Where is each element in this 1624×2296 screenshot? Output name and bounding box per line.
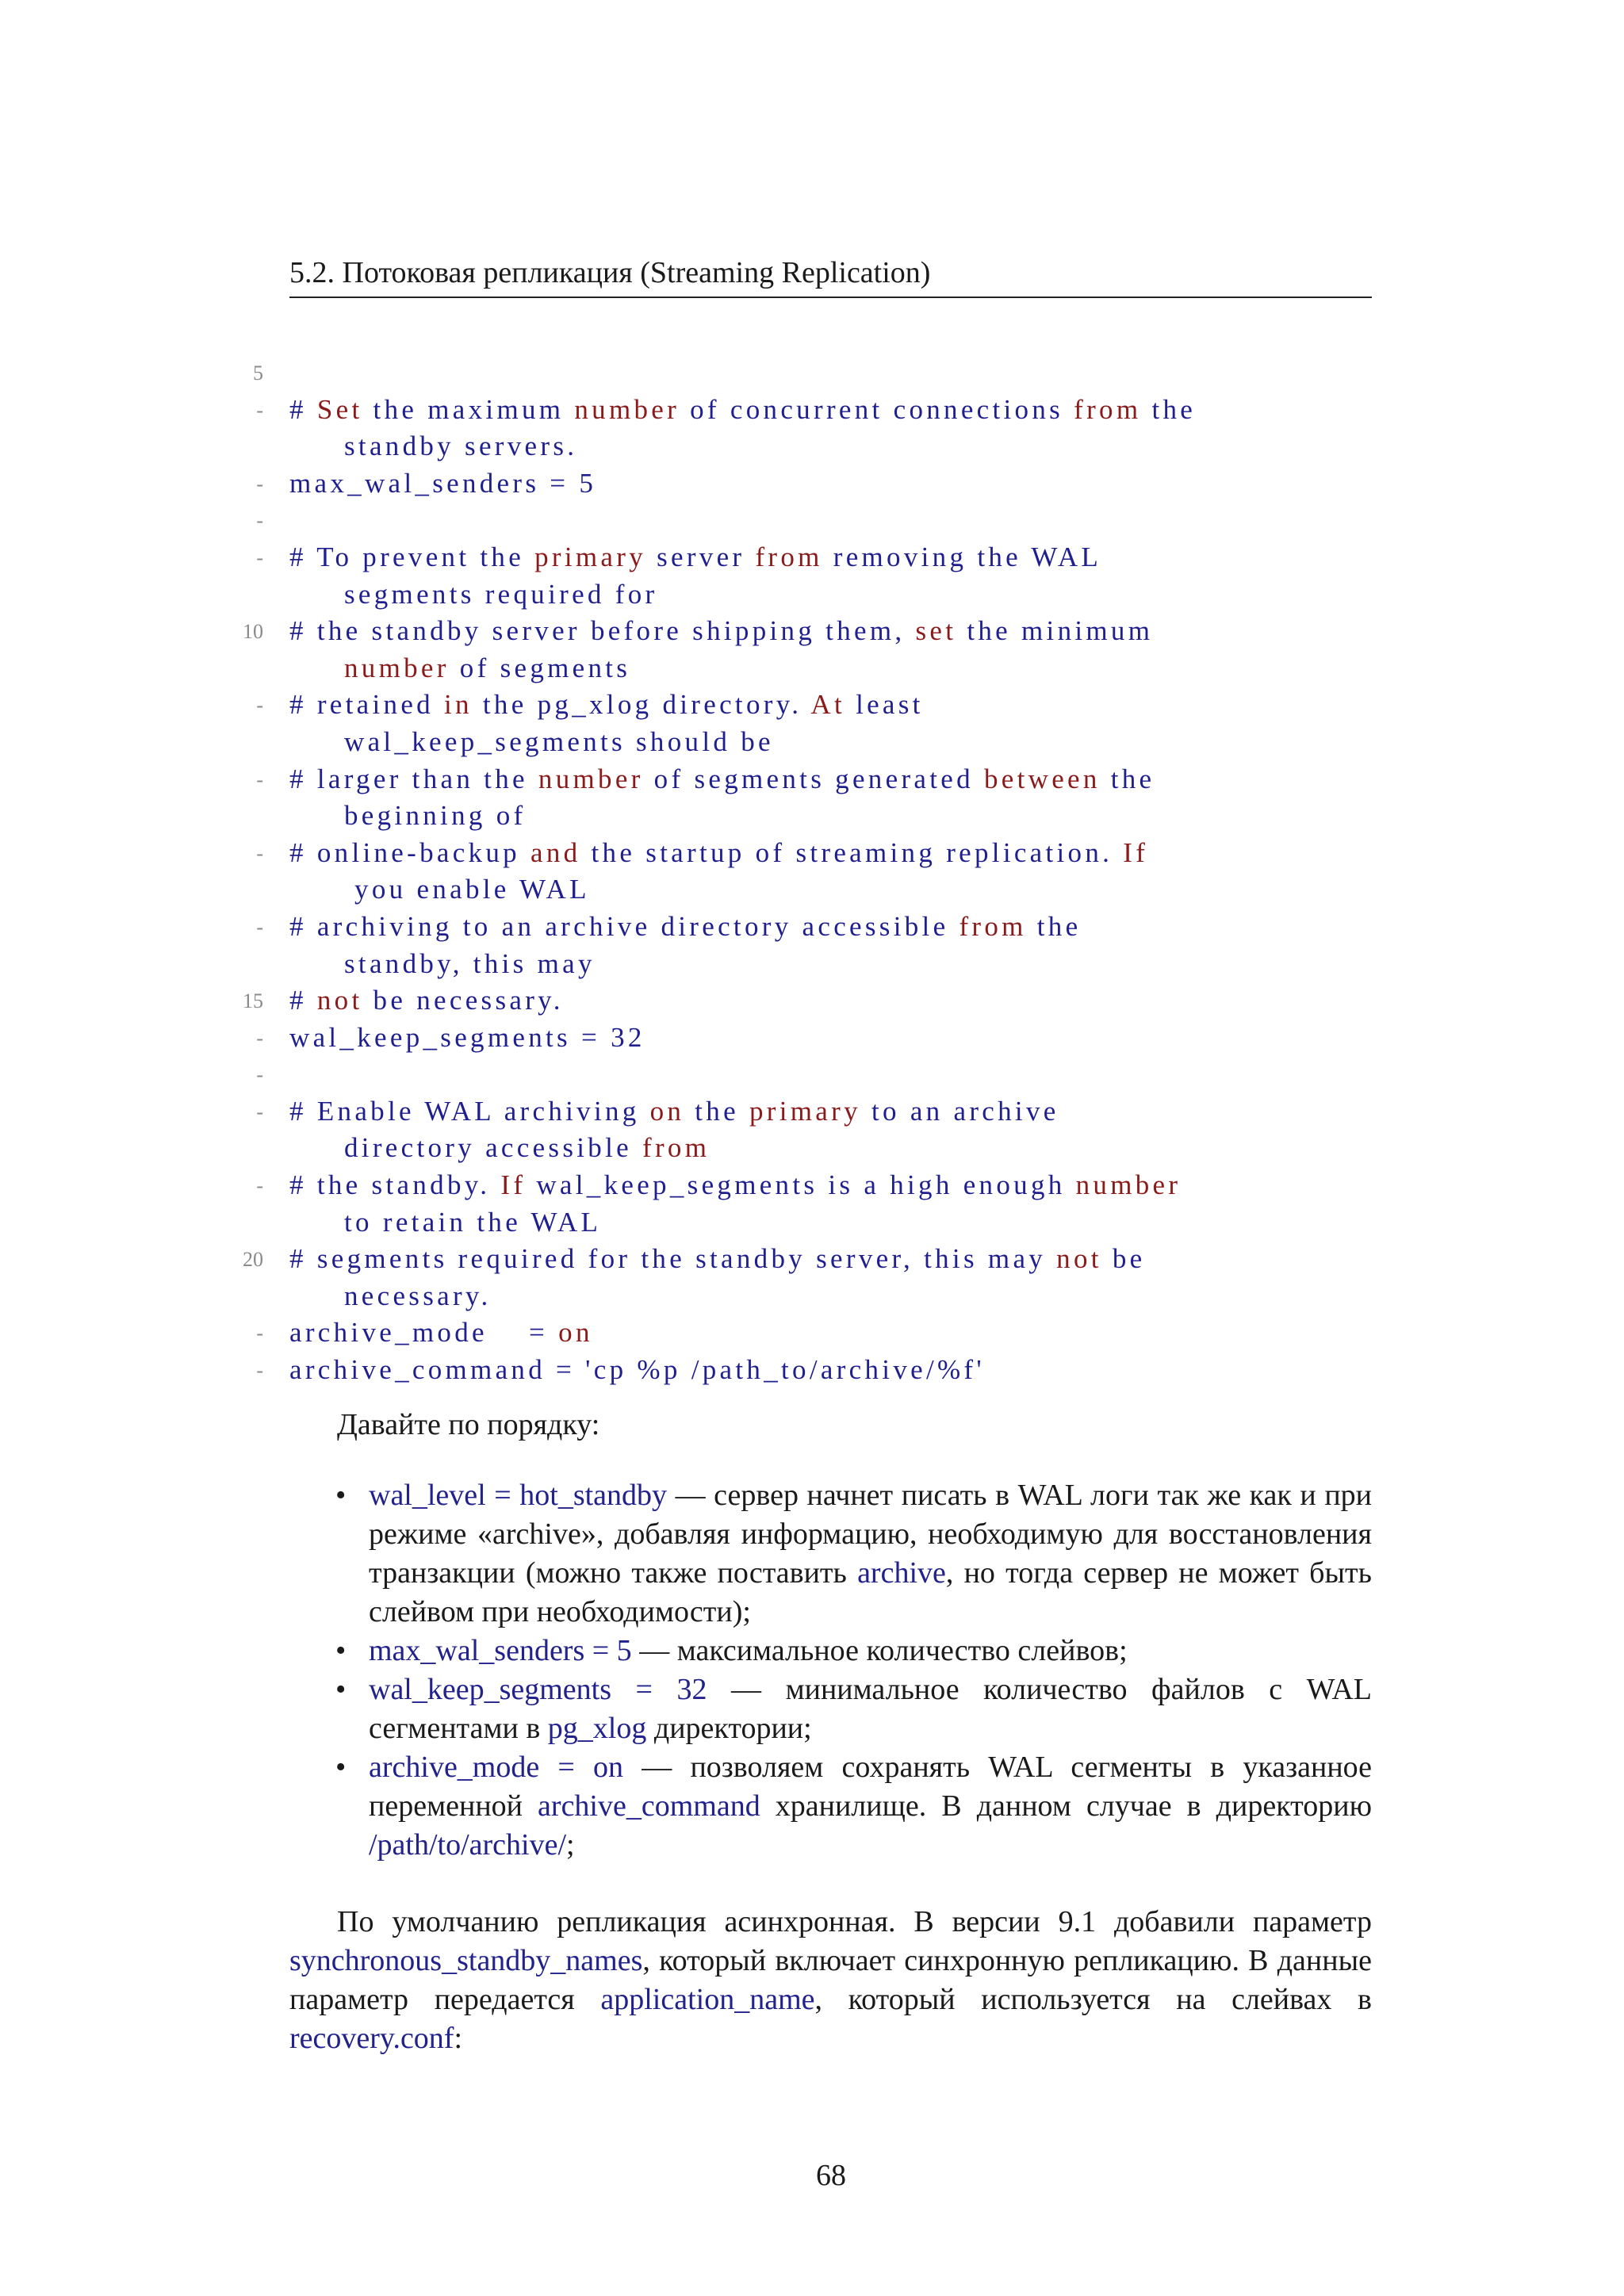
bullet-icon: • [335, 1479, 347, 1512]
line-number: - [256, 398, 263, 422]
code-text [289, 541, 1101, 573]
code-text [344, 948, 596, 980]
text-run: — максимальное количество слейвов; [631, 1634, 1128, 1667]
code-keyword: from [959, 910, 1037, 942]
code-token: # [289, 985, 317, 1016]
line-number: 15 [243, 989, 263, 1013]
line-number: 5 [253, 362, 263, 385]
code-keyword: If [500, 1169, 537, 1201]
code-line [0, 614, 1624, 651]
bullet-icon: • [335, 1751, 347, 1784]
code-token: segments required for [344, 578, 658, 610]
code-token: removing the WAL [833, 541, 1102, 572]
code-line [0, 1131, 1624, 1168]
inline-code: archive [857, 1556, 946, 1590]
code-keyword: number [538, 763, 654, 794]
text-run: : [454, 2022, 463, 2055]
inline-code: pg_xlog [547, 1712, 647, 1745]
code-token: the [695, 1095, 749, 1127]
code-token: be [1112, 1243, 1146, 1275]
running-title: 5.2. Потоковая репликация (Streaming Replication) [289, 256, 931, 289]
code-text [289, 1354, 985, 1386]
code-line [0, 909, 1624, 947]
line-number: 20 [243, 1248, 263, 1272]
text-run: — минимальное количество файлов с WAL сегментами в [369, 1673, 1372, 1745]
list-item [289, 1632, 1372, 1670]
code-token: # retained [289, 689, 445, 721]
bullet-icon: • [335, 1634, 347, 1667]
code-keyword: on [558, 1317, 593, 1349]
code-token: to retain the WAL [344, 1206, 602, 1238]
text-run: По умолчанию репликация асинхронная. В версии 9.1 добавили параметр [337, 1905, 1372, 1938]
code-token: # the standby server before shipping them, [289, 615, 916, 647]
body-paragraph [289, 1903, 1372, 2058]
line-number: - [256, 1100, 263, 1123]
inline-code: wal_level = hot_standby [369, 1479, 668, 1512]
inline-code: wal_keep_segments = 32 [369, 1673, 707, 1706]
code-keyword: number [344, 652, 460, 683]
code-token: # online-backup [289, 836, 531, 868]
code-line [0, 1279, 1624, 1316]
code-token: # segments required for the standby server, this may [289, 1243, 1057, 1275]
list-item [289, 1670, 1372, 1748]
code-keyword: from [642, 1132, 710, 1164]
code-line [0, 392, 1624, 430]
code-keyword: from [1074, 393, 1152, 425]
line-number: - [256, 472, 263, 496]
code-token: you enable WAL [344, 874, 590, 905]
code-text [289, 1096, 1059, 1127]
line-number: - [256, 694, 263, 718]
code-keyword: If [1123, 836, 1149, 868]
code-text [344, 652, 630, 684]
code-token: beginning of [344, 800, 527, 832]
code-line [0, 798, 1624, 836]
inline-code: archive_command [538, 1789, 760, 1823]
code-token: least [856, 689, 924, 721]
line-number: - [256, 841, 263, 865]
code-line [0, 947, 1624, 984]
code-line [0, 1315, 1624, 1353]
settings-list [289, 1476, 1372, 1865]
code-text [289, 615, 1153, 647]
code-token: standby servers. [344, 430, 578, 462]
code-keyword: Set [316, 393, 373, 425]
text-run: — позволяем сохранять WAL сегменты в указанное переменной [369, 1751, 1372, 1823]
text-run: — сервер начнет писать в WAL логи так же как и при режиме «archive», добавляя информацию, необходимую для восстановления транзакции (можно также поставить [369, 1479, 1372, 1590]
line-number: - [256, 767, 263, 791]
code-text [289, 1169, 1181, 1201]
code-text [289, 1022, 645, 1054]
code-token: # larger than the [289, 763, 538, 794]
code-token: be necessary. [373, 985, 564, 1016]
line-number: - [256, 509, 263, 533]
code-text [344, 1207, 601, 1238]
code-keyword: At [810, 689, 856, 721]
code-token: of concurrent connections [690, 393, 1074, 425]
code-token: archive_mode = [289, 1317, 559, 1349]
text-run: директории; [646, 1712, 812, 1745]
code-token: directory accessible [344, 1132, 642, 1164]
code-text [344, 800, 527, 832]
code-line [0, 1168, 1624, 1205]
code-line [0, 762, 1624, 799]
code-token: wal_keep_segments is a high enough [536, 1169, 1076, 1201]
code-text [289, 837, 1148, 869]
code-keyword: in [444, 689, 483, 721]
code-text [344, 1280, 492, 1312]
page-number: 68 [816, 2159, 846, 2192]
code-token: # Enable WAL archiving [289, 1095, 650, 1127]
code-keyword: set [915, 615, 967, 647]
code-text [289, 1243, 1145, 1275]
code-token: wal_keep_segments = 32 [289, 1021, 645, 1053]
list-item [289, 1476, 1372, 1632]
line-number: 10 [243, 620, 263, 644]
code-line [0, 1094, 1624, 1131]
code-line [0, 1242, 1624, 1279]
text-run: , который используется на слейвах в [814, 1983, 1372, 2016]
code-text [289, 689, 924, 721]
code-token: the maximum [373, 393, 575, 425]
code-token: # the standby. [289, 1169, 501, 1201]
code-line [0, 1020, 1624, 1058]
inline-code: /path/to/archive/ [369, 1828, 567, 1862]
code-token: server [657, 541, 756, 572]
code-line [0, 651, 1624, 688]
code-token: the [1151, 393, 1197, 425]
code-line [0, 577, 1624, 614]
code-line [0, 466, 1624, 503]
code-line [0, 687, 1624, 725]
code-text [344, 726, 774, 758]
code-text [289, 985, 564, 1016]
code-text [344, 430, 577, 462]
code-token: wal_keep_segments should be [344, 725, 774, 757]
code-line [0, 836, 1624, 873]
inline-code: synchronous_standby_names [289, 1944, 643, 1977]
list-item [289, 1748, 1372, 1865]
code-line [0, 725, 1624, 762]
line-number: - [256, 1359, 263, 1383]
code-token: the startup of streaming replication. [591, 836, 1124, 868]
code-token: # archiving to an archive directory accessible [289, 910, 959, 942]
code-text [289, 394, 1196, 426]
code-line [0, 872, 1624, 909]
text-run: ; [566, 1828, 575, 1862]
code-line [0, 355, 1624, 392]
code-token: the [1036, 910, 1082, 942]
code-token: standby, this may [344, 947, 596, 979]
line-number: - [256, 1063, 263, 1087]
line-number: - [256, 1174, 263, 1198]
code-keyword: primary [534, 541, 657, 572]
line-number: - [256, 1026, 263, 1050]
code-keyword: not [1056, 1243, 1113, 1275]
code-text [289, 1317, 593, 1349]
code-keyword: and [530, 836, 592, 868]
inline-code: archive_mode = on [369, 1751, 624, 1784]
code-keyword: primary [749, 1095, 871, 1127]
code-token: # [289, 393, 317, 425]
code-keyword: number [1075, 1169, 1182, 1201]
inline-code: max_wal_senders = 5 [369, 1634, 632, 1667]
code-line [0, 429, 1624, 466]
code-keyword: from [755, 541, 833, 572]
code-token: archive_command = 'cp %p /path_to/archive/%f' [289, 1354, 985, 1386]
code-token: the [1110, 763, 1155, 794]
code-text [344, 874, 590, 905]
code-token: of segments [459, 652, 631, 683]
line-number: - [256, 915, 263, 939]
code-text [289, 911, 1081, 943]
bullet-icon: • [335, 1673, 347, 1706]
code-token: # To prevent the [289, 541, 535, 572]
code-keyword: number [574, 393, 691, 425]
code-line [0, 1057, 1624, 1094]
code-token: the minimum [967, 615, 1154, 647]
code-token: of segments generated [653, 763, 984, 794]
text-run: , но тогда сервер не может быть слейвом при необходимости); [369, 1556, 1372, 1628]
running-header [289, 252, 1372, 298]
code-keyword: not [316, 985, 373, 1016]
text-run: хранилище. В данном случае в директорию [760, 1789, 1372, 1823]
inline-code: recovery.conf [289, 2022, 454, 2055]
code-text [289, 763, 1155, 795]
code-token: necessary. [344, 1280, 492, 1311]
code-line [0, 503, 1624, 540]
intro-text: Давайте по порядку: [337, 1408, 600, 1441]
code-keyword: between [983, 763, 1111, 794]
code-line [0, 1205, 1624, 1242]
code-line [0, 1353, 1624, 1390]
code-line [0, 983, 1624, 1020]
code-line [0, 540, 1624, 577]
inline-code: application_name [600, 1983, 815, 2016]
code-listing [0, 355, 1624, 1390]
code-token: the pg_xlog directory. [482, 689, 811, 721]
line-number: - [256, 1322, 263, 1345]
line-number: - [256, 545, 263, 569]
code-token: max_wal_senders = 5 [289, 467, 597, 499]
code-text [289, 468, 596, 499]
code-token: to an archive [871, 1095, 1059, 1127]
code-text [344, 1132, 710, 1164]
text-run: , который включает синхронную репликацию. В данные параметр передается [289, 1944, 1372, 2016]
code-text [344, 579, 657, 610]
code-keyword: on [649, 1095, 695, 1127]
